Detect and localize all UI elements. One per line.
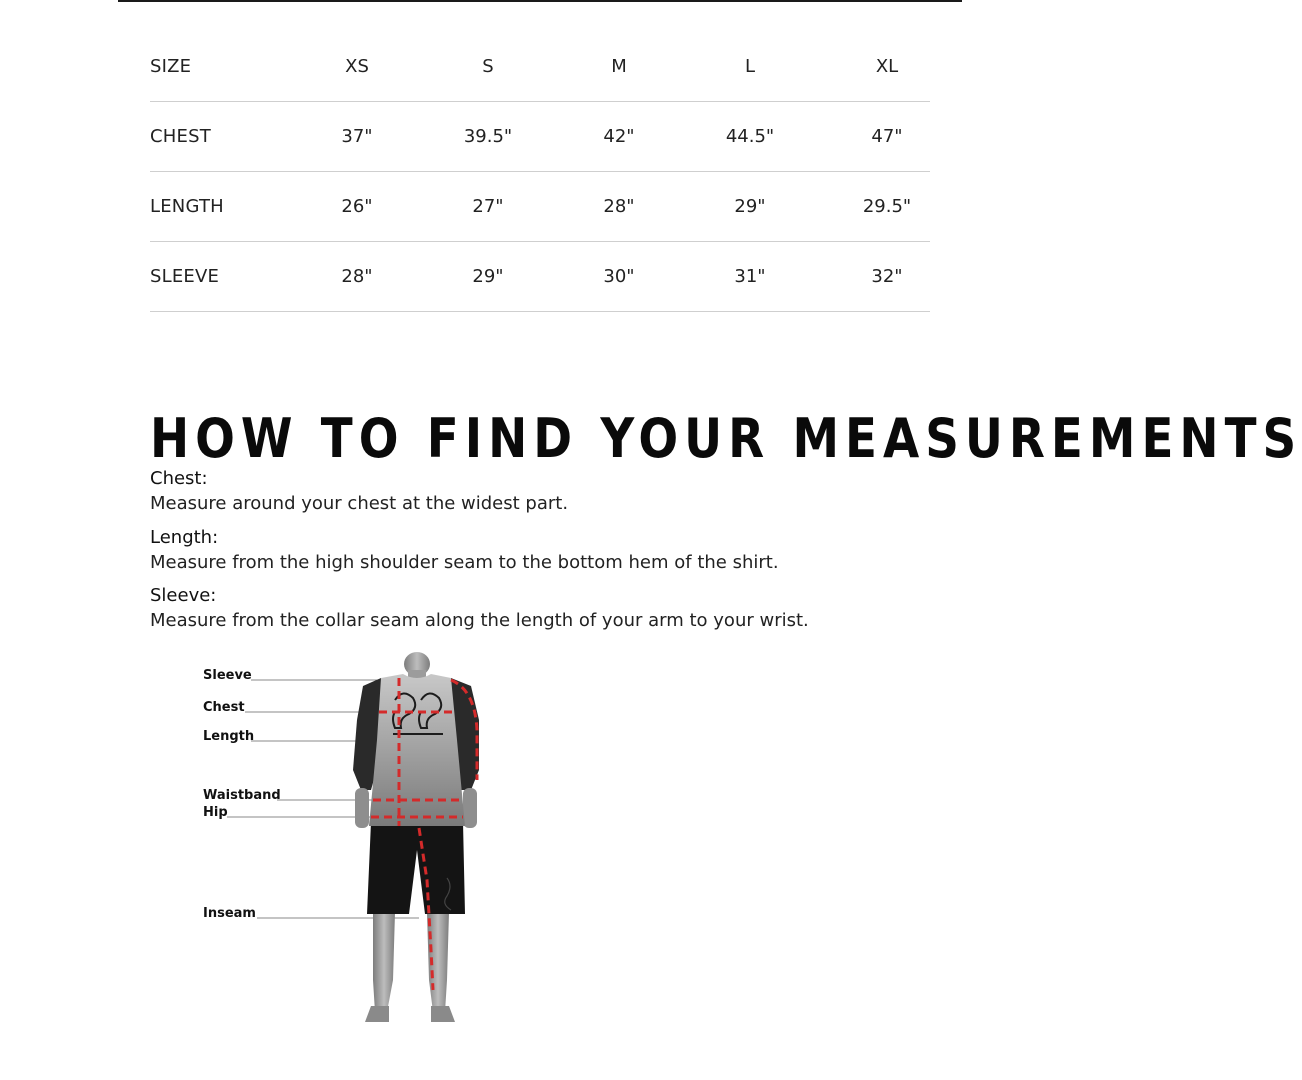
table-cell: 44.5" <box>725 126 775 147</box>
chest-instruction <box>150 467 950 517</box>
callout-inseam: Inseam <box>203 906 256 921</box>
table-cell: 42" <box>603 126 635 147</box>
header-s: S <box>482 56 494 77</box>
header-m: M <box>611 56 627 77</box>
table-header-row <box>150 32 930 102</box>
table-row-length <box>150 172 930 242</box>
instruction-text: Measure from the high shoulder seam to the bottom hem of the shirt. <box>150 552 779 573</box>
table-cell: 28" <box>341 266 373 287</box>
callout-length: Length <box>203 729 255 744</box>
row-label: CHEST <box>150 126 211 147</box>
instruction-text: Measure around your chest at the widest part. <box>150 493 569 514</box>
sleeve-instruction <box>150 584 950 634</box>
table-cell: 28" <box>603 196 635 217</box>
measurement-diagram <box>195 650 515 1030</box>
table-cell: 30" <box>603 266 635 287</box>
left-leg <box>373 912 395 1012</box>
table-cell: 29.5" <box>862 196 912 217</box>
row-label: SLEEVE <box>150 266 220 287</box>
callout-chest: Chest <box>203 700 245 715</box>
callout-sleeve: Sleeve <box>203 668 252 683</box>
callout-hip: Hip <box>203 805 228 820</box>
table-cell: 39.5" <box>463 126 513 147</box>
jersey-body <box>369 674 465 826</box>
instruction-text: Measure from the collar seam along the length of your arm to your wrist. <box>150 610 809 631</box>
instruction-term: Sleeve: <box>150 585 217 606</box>
table-cell: 47" <box>871 126 903 147</box>
header-size: SIZE <box>150 56 192 77</box>
table-row-chest <box>150 102 930 172</box>
row-label: LENGTH <box>150 196 224 217</box>
left-foot <box>365 1006 389 1022</box>
callout-waistband: Waistband <box>203 788 281 803</box>
table-cell: 29" <box>472 266 504 287</box>
header-xs: XS <box>345 56 369 77</box>
measurements-heading: HOW TO FIND YOUR MEASUREMENTS <box>150 407 1302 471</box>
shorts <box>367 822 465 914</box>
length-instruction <box>150 526 950 576</box>
right-foot <box>431 1006 455 1022</box>
right-forearm <box>463 788 477 828</box>
instruction-term: Length: <box>150 527 219 548</box>
table-cell: 27" <box>472 196 504 217</box>
table-cell: 37" <box>341 126 373 147</box>
header-xl: XL <box>875 56 899 77</box>
table-cell: 32" <box>871 266 903 287</box>
table-cell: 26" <box>341 196 373 217</box>
size-chart-table <box>150 32 930 312</box>
table-cell: 31" <box>734 266 766 287</box>
header-l: L <box>744 56 756 77</box>
table-row-sleeve <box>150 242 930 312</box>
top-divider <box>118 0 962 2</box>
left-forearm <box>355 788 369 828</box>
instruction-term: Chest: <box>150 468 208 489</box>
table-cell: 29" <box>734 196 766 217</box>
